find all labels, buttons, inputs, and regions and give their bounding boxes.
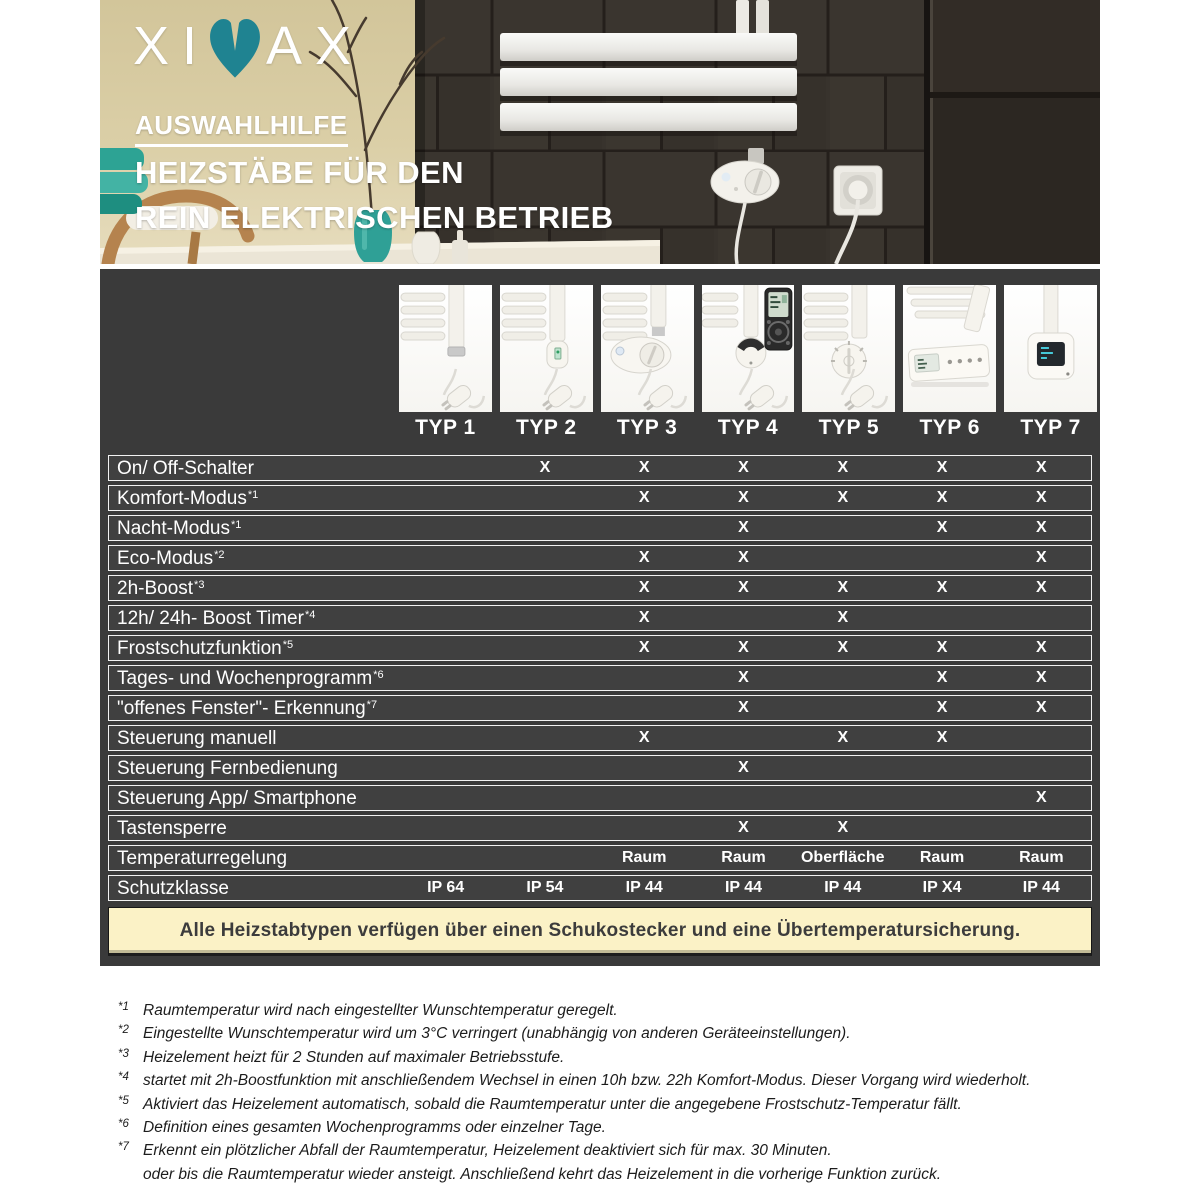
feature-cell-typ-7: X (1036, 549, 1047, 566)
hero-banner (100, 0, 1100, 264)
feature-cell-typ-4: X (738, 519, 749, 536)
footnote-reference: *2 (214, 548, 225, 561)
feature-cell-typ-3: Raum (621, 849, 667, 866)
feature-cell-typ-4: X (738, 549, 749, 566)
feature-cell-typ-7: IP 44 (1022, 879, 1060, 896)
hero-title-line1: HEIZSTÄBE FÜR DEN (135, 155, 464, 190)
product-image-typ-4-control-unit-with-remote (702, 285, 795, 412)
feature-cell-typ-6: X (936, 699, 948, 716)
feature-cell-typ-7: X (1036, 459, 1047, 476)
info-banner (108, 907, 1092, 956)
column-header-typ-7: TYP 7 (1020, 416, 1081, 439)
footnote-text: Heizelement heizt für 2 Stunden auf maximaler Betriebsstufe. (143, 1048, 565, 1066)
feature-label-text: Eco-Modus (117, 547, 214, 569)
feature-row (108, 635, 1092, 661)
feature-row (108, 575, 1092, 601)
footnote-marker: *6 (118, 1118, 129, 1131)
feature-label (109, 549, 396, 568)
footnote-reference: *7 (366, 698, 378, 711)
feature-label (109, 579, 396, 598)
footnote-5 (100, 1093, 1120, 1116)
feature-cell-typ-5: X (837, 819, 849, 836)
product-image-typ-3-control-unit-dial (601, 285, 694, 412)
hero-title-line2: REIN ELEKTRISCHEN BETRIEB (135, 200, 614, 235)
feature-cell-typ-4: X (738, 639, 749, 656)
feature-label (109, 849, 396, 868)
column-header-typ-1: TYP 1 (415, 416, 476, 439)
footnote-1 (100, 999, 1120, 1022)
feature-cell-typ-3: X (638, 639, 650, 656)
feature-cell-typ-6: IP X4 (922, 879, 962, 896)
feature-row (108, 455, 1092, 481)
feature-label-text: Komfort-Modus (117, 487, 247, 509)
feature-row (108, 485, 1092, 511)
feature-label (109, 729, 396, 748)
feature-cell-typ-6: X (936, 729, 948, 746)
feature-row (108, 665, 1092, 691)
feature-cell-typ-2: IP 54 (526, 879, 564, 896)
feature-label (109, 699, 396, 718)
comparison-table (100, 269, 1100, 966)
footnote-text: Aktiviert das Heizelement automatisch, sobald die Raumtemperatur unter die angegebene Frostschutz-Temperatur fällt. (143, 1095, 962, 1113)
feature-label-text: Tages- und Wochenprogramm (117, 667, 373, 689)
footnote-reference: *1 (247, 488, 259, 501)
feature-cell-typ-5: X (837, 579, 849, 596)
feature-cell-typ-7: X (1036, 639, 1047, 656)
feature-label-text: Nacht-Modus (117, 517, 230, 539)
footnote-text: startet mit 2h-Boostfunktion mit anschließendem Wechsel in einen 10h bzw. 22h Komfort-Modus. Dieser Vorgang wird wiederholt. (143, 1072, 1031, 1090)
feature-label-text: 12h/ 24h- Boost Timer (117, 607, 304, 629)
product-image-typ-6-control-panel-console (903, 285, 996, 412)
feature-cell-typ-5: X (837, 639, 849, 656)
feature-cell-typ-5: Oberfläche (800, 849, 885, 866)
column-headers (399, 416, 1097, 440)
footnote-7-continuation (100, 1163, 1120, 1186)
feature-row (108, 875, 1092, 901)
feature-rows (108, 455, 1092, 905)
feature-cell-typ-4: IP 44 (724, 879, 763, 896)
footnote-marker: *2 (118, 1024, 129, 1037)
feature-row (108, 845, 1092, 871)
footnote-reference: *5 (282, 638, 294, 651)
feature-cell-typ-3: X (638, 489, 650, 506)
footnote-4 (100, 1069, 1120, 1092)
feature-label-text: Frostschutzfunktion (117, 637, 282, 659)
product-image-typ-7-smart-control-box (1004, 285, 1097, 412)
footnote-marker: *3 (118, 1047, 129, 1060)
feature-cell-typ-6: X (936, 669, 948, 686)
feature-row (108, 695, 1092, 721)
feature-cell-typ-6: X (936, 489, 948, 506)
feature-label-text: Steuerung manuell (117, 727, 277, 749)
feature-label (109, 489, 396, 508)
feature-label (109, 789, 396, 808)
feature-label (109, 879, 396, 898)
column-header-typ-2: TYP 2 (516, 416, 577, 439)
footnote-marker: *5 (118, 1094, 129, 1107)
ximax-logo-m-icon (206, 16, 264, 80)
brand-logo (133, 12, 364, 80)
brand-logo-text-left: XI (133, 16, 211, 76)
feature-cell-typ-3: X (638, 549, 650, 566)
feature-cell-typ-3: IP 44 (625, 879, 663, 896)
feature-cell-typ-7: X (1036, 579, 1047, 596)
product-image-typ-5-thermostat-dial-element (802, 285, 895, 412)
footnote-reference: *1 (231, 518, 242, 531)
feature-cell-typ-3: X (638, 459, 650, 476)
feature-label (109, 759, 396, 778)
footnote-marker: *1 (118, 1001, 129, 1013)
footnote-text: oder bis die Raumtemperatur wieder ansteigt. Anschließend kehrt das Heizelement in die vorherige Funktion zurück. (143, 1165, 942, 1183)
feature-cell-typ-3: X (638, 609, 650, 626)
info-banner-text: Alle Heizstabtypen verfügen über einen Schukostecker und eine Übertemperatursicherung. (179, 919, 1021, 941)
feature-label-text: Steuerung App/ Smartphone (117, 787, 357, 809)
feature-cell-typ-4: X (738, 669, 749, 686)
feature-cell-typ-6: X (936, 519, 948, 536)
feature-cell-typ-3: X (638, 729, 650, 746)
feature-label (109, 519, 396, 538)
footnote-text: Definition eines gesamten Wochenprogramms oder einzelner Tage. (143, 1119, 606, 1137)
footnote-3 (100, 1046, 1120, 1069)
feature-cell-typ-7: X (1036, 489, 1047, 506)
column-header-typ-3: TYP 3 (616, 416, 678, 439)
feature-cell-typ-4: X (738, 579, 749, 596)
feature-row (108, 755, 1092, 781)
footnote-7 (100, 1139, 1120, 1162)
feature-label-text: On/ Off-Schalter (117, 457, 254, 479)
footnote-text: Erkennt ein plötzlicher Abfall der Raumtemperatur, Heizelement deaktiviert sich für max. 30 Minuten. (143, 1142, 832, 1160)
feature-cell-typ-7: Raum (1019, 849, 1064, 866)
product-image-typ-1-heating-rod-with-plug (399, 285, 492, 412)
feature-label-text: Steuerung Fernbedienung (117, 757, 338, 779)
feature-label-text: Temperaturregelung (117, 847, 288, 869)
feature-cell-typ-7: X (1036, 519, 1047, 536)
footnotes (100, 999, 1120, 1186)
footnote-text: Eingestellte Wunschtemperatur wird um 3°C verringert (unabhängig von anderen Geräteeinstellungen). (143, 1025, 851, 1043)
feature-label (109, 639, 396, 658)
feature-label (109, 669, 396, 688)
feature-row (108, 545, 1092, 571)
feature-cell-typ-4: X (738, 819, 749, 836)
feature-label-text: Schutzklasse (117, 877, 229, 899)
feature-cell-typ-4: X (738, 489, 749, 506)
feature-row (108, 785, 1092, 811)
product-image-typ-2-heating-rod-with-switch (500, 285, 593, 412)
column-header-typ-5: TYP 5 (818, 416, 880, 439)
footnote-2 (100, 1022, 1120, 1045)
feature-label-text: "offenes Fenster"- Erkennung (117, 697, 366, 719)
feature-cell-typ-5: X (837, 459, 849, 476)
feature-cell-typ-5: X (837, 609, 849, 626)
footnote-reference: *4 (304, 608, 316, 621)
feature-cell-typ-4: Raum (721, 849, 766, 866)
feature-cell-typ-7: X (1036, 669, 1047, 686)
feature-cell-typ-2: X (539, 459, 551, 476)
hero-eyebrow: AUSWAHLHILFE (135, 110, 348, 147)
feature-cell-typ-3: X (638, 579, 650, 596)
feature-cell-typ-7: X (1036, 789, 1047, 806)
hero-title (135, 150, 613, 240)
feature-label (109, 459, 396, 478)
feature-cell-typ-7: X (1036, 699, 1047, 716)
feature-row (108, 725, 1092, 751)
brand-logo-text-right: AX (266, 16, 365, 76)
feature-row (108, 515, 1092, 541)
feature-cell-typ-5: X (837, 489, 849, 506)
footnote-marker: *7 (118, 1141, 129, 1154)
footnote-reference: *3 (194, 578, 205, 591)
feature-row (108, 815, 1092, 841)
feature-cell-typ-5: X (837, 729, 849, 746)
feature-label-text: 2h-Boost (117, 577, 194, 599)
column-header-typ-6: TYP 6 (919, 416, 980, 439)
product-image-strip (399, 285, 1097, 412)
footnote-marker: *4 (118, 1071, 129, 1084)
feature-cell-typ-6: X (936, 639, 948, 656)
feature-label-text: Tastensperre (117, 817, 227, 839)
feature-label (109, 609, 396, 628)
footnote-text: Raumtemperatur wird nach eingestellter Wunschtemperatur geregelt. (143, 1002, 618, 1019)
feature-cell-typ-5: IP 44 (824, 879, 862, 896)
feature-cell-typ-6: X (936, 579, 948, 596)
feature-row (108, 605, 1092, 631)
feature-cell-typ-4: X (738, 459, 749, 476)
footnote-reference: *6 (373, 668, 384, 681)
feature-cell-typ-4: X (738, 699, 749, 716)
column-header-typ-4: TYP 4 (717, 416, 779, 439)
footnote-6 (100, 1116, 1120, 1139)
feature-cell-typ-4: X (738, 759, 749, 776)
feature-label (109, 819, 396, 838)
feature-cell-typ-6: Raum (919, 849, 965, 866)
feature-cell-typ-1: IP 64 (427, 879, 465, 896)
feature-cell-typ-6: X (936, 459, 948, 476)
